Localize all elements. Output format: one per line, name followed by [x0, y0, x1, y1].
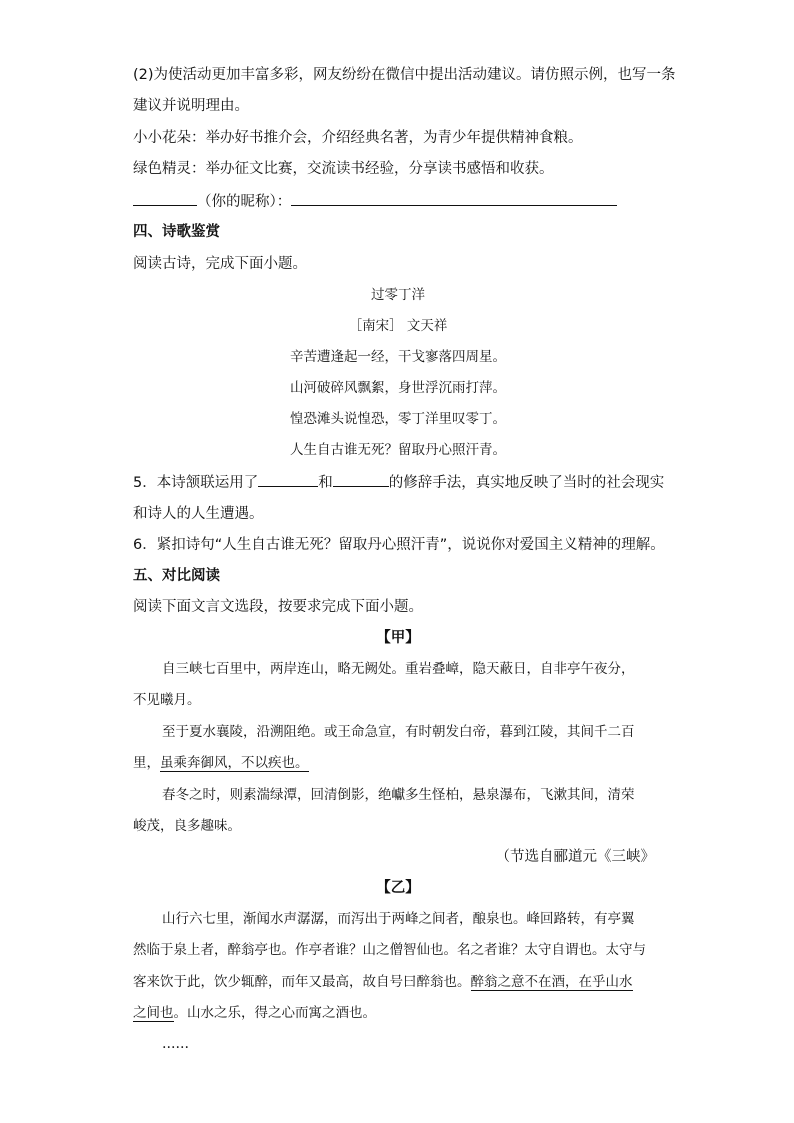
underlined-sentence: 之间也	[133, 1005, 174, 1021]
section-heading-comparison: 五、对比阅读	[133, 568, 220, 584]
q5-text-a: 5．本诗颔联运用了	[133, 475, 259, 491]
poem-line: 山河破碎风飘絮，身世浮沉雨打萍。	[290, 380, 506, 396]
comparison-instruction: 阅读下面文言文选段，按要求完成下面小题。	[133, 599, 423, 615]
q5-text-b: 和	[318, 475, 333, 491]
example-suggestion-1: 小小花朵：举办好书推介会，介绍经典名著，为青少年提供精神食粮。	[133, 130, 583, 146]
underlined-sentence: 虽乘奔御风，不以疾也。	[160, 755, 309, 771]
poem-line: 惶恐滩头说惶恐，零丁洋里叹零丁。	[290, 411, 506, 427]
passage-jia-line	[133, 753, 663, 773]
passage-yi-line	[133, 972, 663, 992]
q2-prompt-line2: 建议并说明理由。	[133, 98, 249, 114]
passage-yi-line	[133, 1003, 663, 1023]
underlined-sentence: 醉翁之意不在酒，在乎山水	[470, 974, 633, 990]
passage-jia-line: 至于夏水襄陵，沿溯阻绝。或王命急宣，有时朝发白帝，暮到江陵，其间千二百	[162, 724, 635, 740]
poem-line: 人生自古谁无死？留取丹心照汗青。	[290, 442, 506, 458]
q2-prompt-line1: (2)为使活动更加丰富多彩，网友纷纷在微信中提出活动建议。请仿照示例，也写一条	[133, 67, 676, 83]
passage-jia-line: 不见曦月。	[133, 692, 201, 708]
nickname-label: （你的昵称）：	[197, 194, 292, 210]
q5-blank-2[interactable]	[333, 472, 389, 487]
q5-text-c: 的修辞手法，真实地反映了当时的社会现实	[388, 475, 665, 491]
suggestion-blank[interactable]	[291, 191, 617, 206]
passage-yi-line: 然临于泉上者，醉翁亭也。作亭者谁？山之僧智仙也。名之者谁？太守自谓也。太守与	[133, 942, 646, 958]
passage-jia-label: 【甲】	[376, 630, 420, 646]
passage-jia-line: 峻茂，良多趣味。	[133, 818, 241, 834]
question-6: 6．紧扣诗句“人生自古谁无死？留取丹心照汗青”，说说你对爱国主义精神的理解。	[133, 537, 665, 553]
example-suggestion-2: 绿色精灵：举办征文比赛，交流读书经验，分享读书感悟和收获。	[133, 161, 554, 177]
passage-text: 客来饮于此，饮少辄醉，而年又最高，故自号曰醉翁也。	[133, 974, 471, 990]
ellipsis: ……	[162, 1036, 189, 1052]
passage-jia-line: 自三峡七百里中，两岸连山，略无阙处。重岩叠嶂，隐天蔽日，自非亭午夜分，	[162, 661, 635, 677]
poem-line: 辛苦遭逢起一经，干戈寥落四周星。	[290, 349, 506, 365]
passage-jia-source: （节选自郦道元《三峡》	[495, 849, 655, 865]
q5-blank-1[interactable]	[258, 472, 318, 487]
passage-text: 。山水之乐，得之心而寓之酒也。	[173, 1005, 376, 1021]
question-5-cont: 和诗人的人生遭遇。	[133, 506, 264, 522]
nickname-answer-line	[133, 191, 663, 212]
section-heading-poetry: 四、诗歌鉴赏	[133, 224, 220, 240]
passage-yi-label: 【乙】	[376, 880, 420, 896]
poetry-instruction: 阅读古诗，完成下面小题。	[133, 256, 307, 272]
question-5	[133, 472, 663, 493]
passage-yi-line: 山行六七里，渐闻水声潺潺，而泻出于两峰之间者，酿泉也。峰回路转，有亭翼	[162, 911, 635, 927]
poem-title: 过零丁洋	[371, 287, 425, 303]
passage-text: 里，	[133, 755, 160, 771]
nickname-blank[interactable]	[133, 191, 197, 206]
poem-author: ［南宋］ 文天祥	[348, 318, 448, 334]
passage-jia-line: 春冬之时，则素湍绿潭，回清倒影，绝巘多生怪柏，悬泉瀑布，飞漱其间，清荣	[162, 787, 635, 803]
